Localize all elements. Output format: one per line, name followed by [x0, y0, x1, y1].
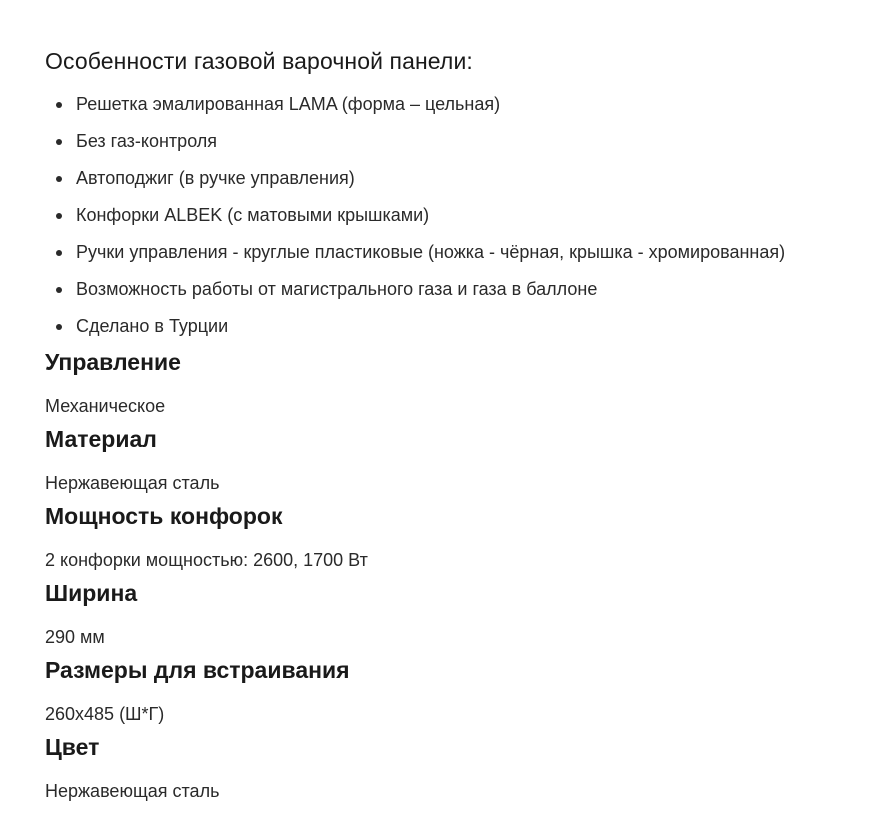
list-item — [45, 197, 865, 234]
spec-heading: Мощность конфорок — [45, 503, 283, 529]
spec-cutout-size — [45, 653, 865, 730]
list-item — [45, 271, 865, 308]
spec-control — [45, 345, 865, 422]
spec-value-text: 290 мм — [45, 627, 105, 647]
spec-color — [45, 730, 865, 807]
bullet-icon — [56, 139, 62, 145]
spec-heading: Ширина — [45, 580, 138, 606]
spec-heading: Материал — [45, 426, 157, 452]
spec-value-text: 260х485 (Ш*Г) — [45, 704, 165, 724]
spec-heading: Цвет — [45, 734, 100, 760]
bullet-icon — [56, 287, 62, 293]
bullet-icon — [56, 102, 62, 108]
feature-text: Решетка эмалированная LAMA (форма – цельная) — [76, 94, 501, 114]
spec-value — [45, 764, 865, 807]
spec-value-text: Механическое — [45, 396, 166, 416]
bullet-icon — [56, 213, 62, 219]
spec-material — [45, 422, 865, 499]
spec-value — [45, 687, 865, 730]
spec-value — [45, 456, 865, 499]
spec-heading: Размеры для встраивания — [45, 657, 350, 683]
feature-text: Без газ-контроля — [76, 131, 218, 151]
spec-value-text: Нержавеющая сталь — [45, 781, 220, 801]
list-item — [45, 234, 865, 271]
bullet-icon — [56, 324, 62, 330]
feature-text: Сделано в Турции — [76, 316, 229, 336]
features-title: Особенности газовой варочной панели: — [45, 48, 473, 74]
feature-text: Ручки управления - круглые пластиковые (ножка - чёрная, крышка - хромированная) — [76, 242, 786, 262]
features-list — [45, 86, 865, 345]
spec-value — [45, 379, 865, 422]
feature-text: Конфорки ALBEK (с матовыми крышками) — [76, 205, 430, 225]
bullet-icon — [56, 176, 62, 182]
spec-value — [45, 533, 865, 576]
spec-value-text: 2 конфорки мощностью: 2600, 1700 Вт — [45, 550, 368, 570]
list-item — [45, 86, 865, 123]
list-item — [45, 160, 865, 197]
feature-text: Автоподжиг (в ручке управления) — [76, 168, 355, 188]
spec-width — [45, 576, 865, 653]
feature-text: Возможность работы от магистрального газа и газа в баллоне — [76, 279, 598, 299]
spec-burner-power — [45, 499, 865, 576]
spec-value-text: Нержавеющая сталь — [45, 473, 220, 493]
list-item — [45, 308, 865, 345]
list-item — [45, 123, 865, 160]
spec-value — [45, 610, 865, 653]
spec-heading: Управление — [45, 349, 181, 375]
bullet-icon — [56, 250, 62, 256]
